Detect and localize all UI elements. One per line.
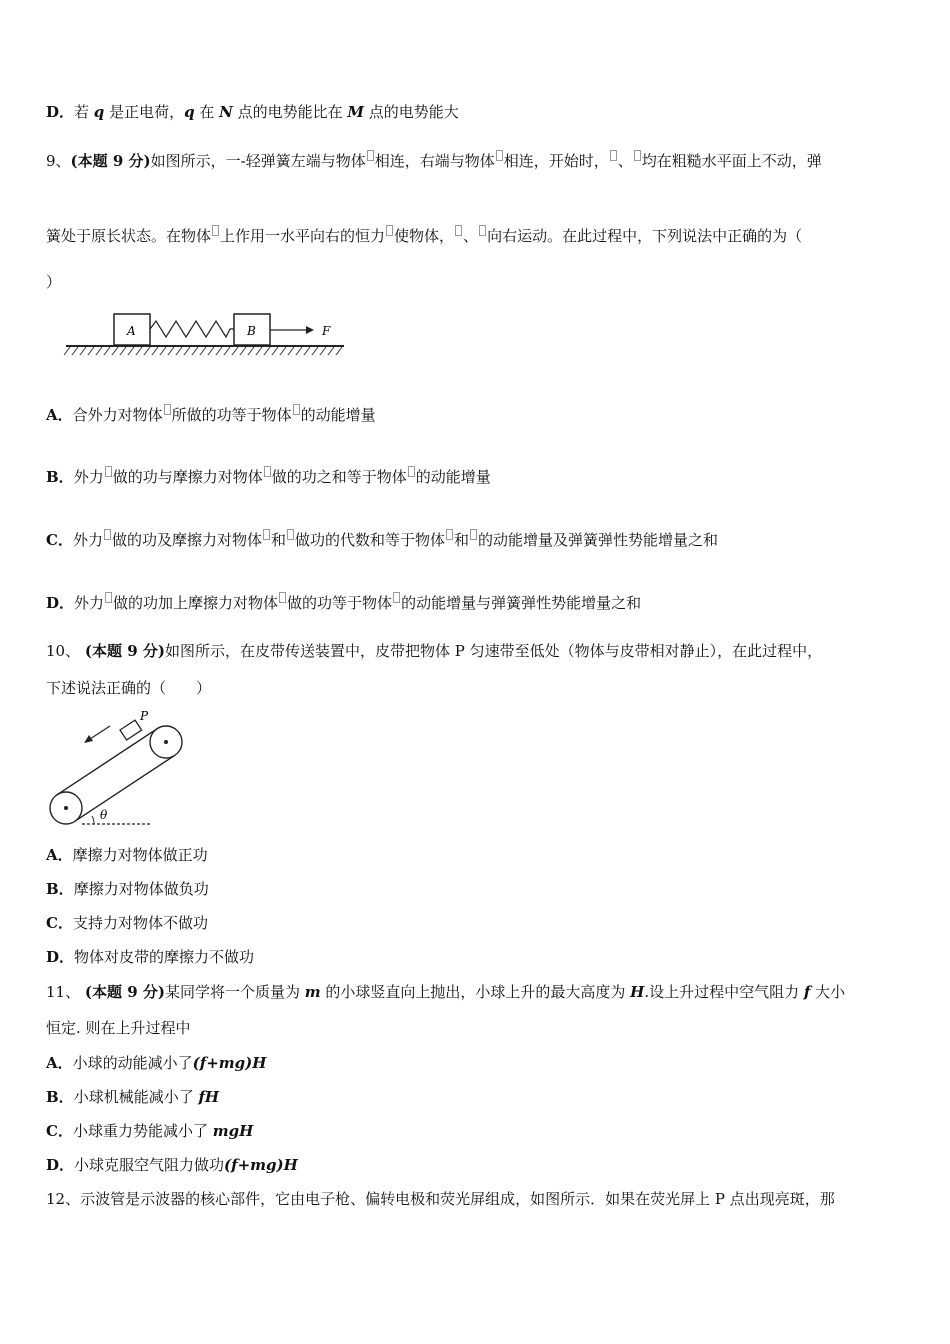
q11-stem-line1: 11、 (本题 9 分)某同学将一个质量为 m 的小球竖直向上抛出，小球上升的最大高度为 H.设上升过程中空气阻力 f 大小	[46, 983, 846, 1001]
missing-glyph-box	[264, 466, 271, 477]
object-p	[120, 720, 142, 740]
q8-option-d: D．若 q 是正电荷，q 在 N 点的电势能比在 M 点的电势能大	[46, 103, 459, 121]
force-arrow-head	[306, 326, 314, 334]
score-tag: (本题 9 分)	[84, 983, 165, 1001]
missing-glyph-box	[634, 150, 641, 161]
q9-stem-line1: 9、(本题 9 分)如图所示，一-轻弹簧左端与物体 相连，右端与物体 相连，开始时， 、 均在粗糙水平面上不动，弹	[46, 152, 822, 170]
q10-option-a: A．摩擦力对物体做正功	[46, 846, 208, 864]
belt-bottom	[75, 755, 175, 821]
missing-glyph-box	[212, 225, 219, 236]
q11-option-c: C．小球重力势能减小了 mgH	[46, 1122, 254, 1140]
missing-glyph-box	[105, 592, 112, 603]
force-label: F	[322, 324, 331, 338]
missing-glyph-box	[610, 150, 617, 161]
q9-stem-line3: ）	[46, 273, 62, 291]
q12-stem-line1: 12、示波管是示波器的核心部件，它由电子枪、偏转电极和荧光屏组成，如图所示．如果在荧光屏上 P 点出现亮斑，那	[46, 1190, 835, 1208]
q11-option-b: B．小球机械能减小了 fH	[46, 1088, 220, 1106]
q10-option-d: D．物体对皮带的摩擦力不做功	[46, 948, 255, 966]
q11-option-a: A．小球的动能减小了(f+mg)H	[46, 1054, 267, 1072]
q10-stem-line1: 10、 (本题 9 分)如图所示，在皮带传送装置中，皮带把物体 P 匀速带至低处（物体与皮带相对静止），在此过程中，	[46, 642, 823, 660]
q10-conveyor-figure	[44, 704, 194, 832]
object-p-label: P	[140, 709, 149, 723]
q9-option-a: A．合外力对物体 所做的功等于物体 的动能增量	[46, 406, 376, 424]
angle-label: θ	[100, 808, 108, 822]
q11-stem-line2: 恒定. 则在上升过程中	[46, 1019, 191, 1037]
motion-arrow-shaft	[90, 726, 110, 739]
missing-glyph-box	[367, 150, 374, 161]
block-b-label: B	[247, 324, 256, 338]
missing-glyph-box	[386, 225, 393, 236]
missing-glyph-box	[104, 529, 111, 540]
ground-hatching	[64, 347, 342, 355]
missing-glyph-box	[279, 592, 286, 603]
missing-glyph-box	[446, 529, 453, 540]
missing-glyph-box	[164, 404, 171, 415]
q9-stem-line2: 簧处于原长状态。在物体 上作用一水平向右的恒力 使物体， 、 向右运动。在此过程中，下列说法中正确的为（	[46, 227, 803, 245]
q10-option-b: B．摩擦力对物体做负功	[46, 880, 209, 898]
question-number: 11、	[46, 983, 81, 1001]
score-tag: (本题 9 分)	[84, 642, 165, 660]
question-number: 10、	[46, 642, 81, 660]
angle-arc	[92, 816, 94, 824]
missing-glyph-box	[408, 466, 415, 477]
q9-option-c: C．外力 做的功及摩擦力对物体 和 做功的代数和等于物体 和 的动能增量及弹簧弹性势能增量之和	[46, 531, 719, 549]
missing-glyph-box	[479, 225, 486, 236]
block-a-label: A	[127, 324, 136, 338]
question-number: 9、	[46, 152, 71, 170]
question-number: 12、	[46, 1190, 81, 1208]
missing-glyph-box	[393, 592, 400, 603]
missing-glyph-box	[293, 404, 300, 415]
motion-arrow-head	[84, 735, 93, 743]
spring	[150, 321, 234, 337]
missing-glyph-box	[287, 529, 294, 540]
lower-pulley-axle	[64, 806, 68, 810]
q11-option-d: D．小球克服空气阻力做功(f+mg)H	[46, 1156, 298, 1174]
q10-stem-line2: 下述说法正确的（ ）	[46, 679, 212, 697]
q10-option-c: C．支持力对物体不做功	[46, 914, 208, 932]
upper-pulley-axle	[164, 740, 168, 744]
q9-option-b: B．外力 做的功与摩擦力对物体 做的功之和等于物体 的动能增量	[46, 468, 491, 486]
belt-top	[57, 729, 157, 795]
q9-spring-figure	[60, 308, 370, 368]
missing-glyph-box	[263, 529, 270, 540]
missing-glyph-box	[496, 150, 503, 161]
missing-glyph-box	[105, 466, 112, 477]
score-tag: (本题 9 分)	[70, 152, 151, 170]
missing-glyph-box	[470, 529, 477, 540]
q9-option-d: D．外力 做的功加上摩擦力对物体 做的功等于物体 的动能增量与弹簧弹性势能增量之和	[46, 594, 642, 612]
missing-glyph-box	[455, 225, 462, 236]
